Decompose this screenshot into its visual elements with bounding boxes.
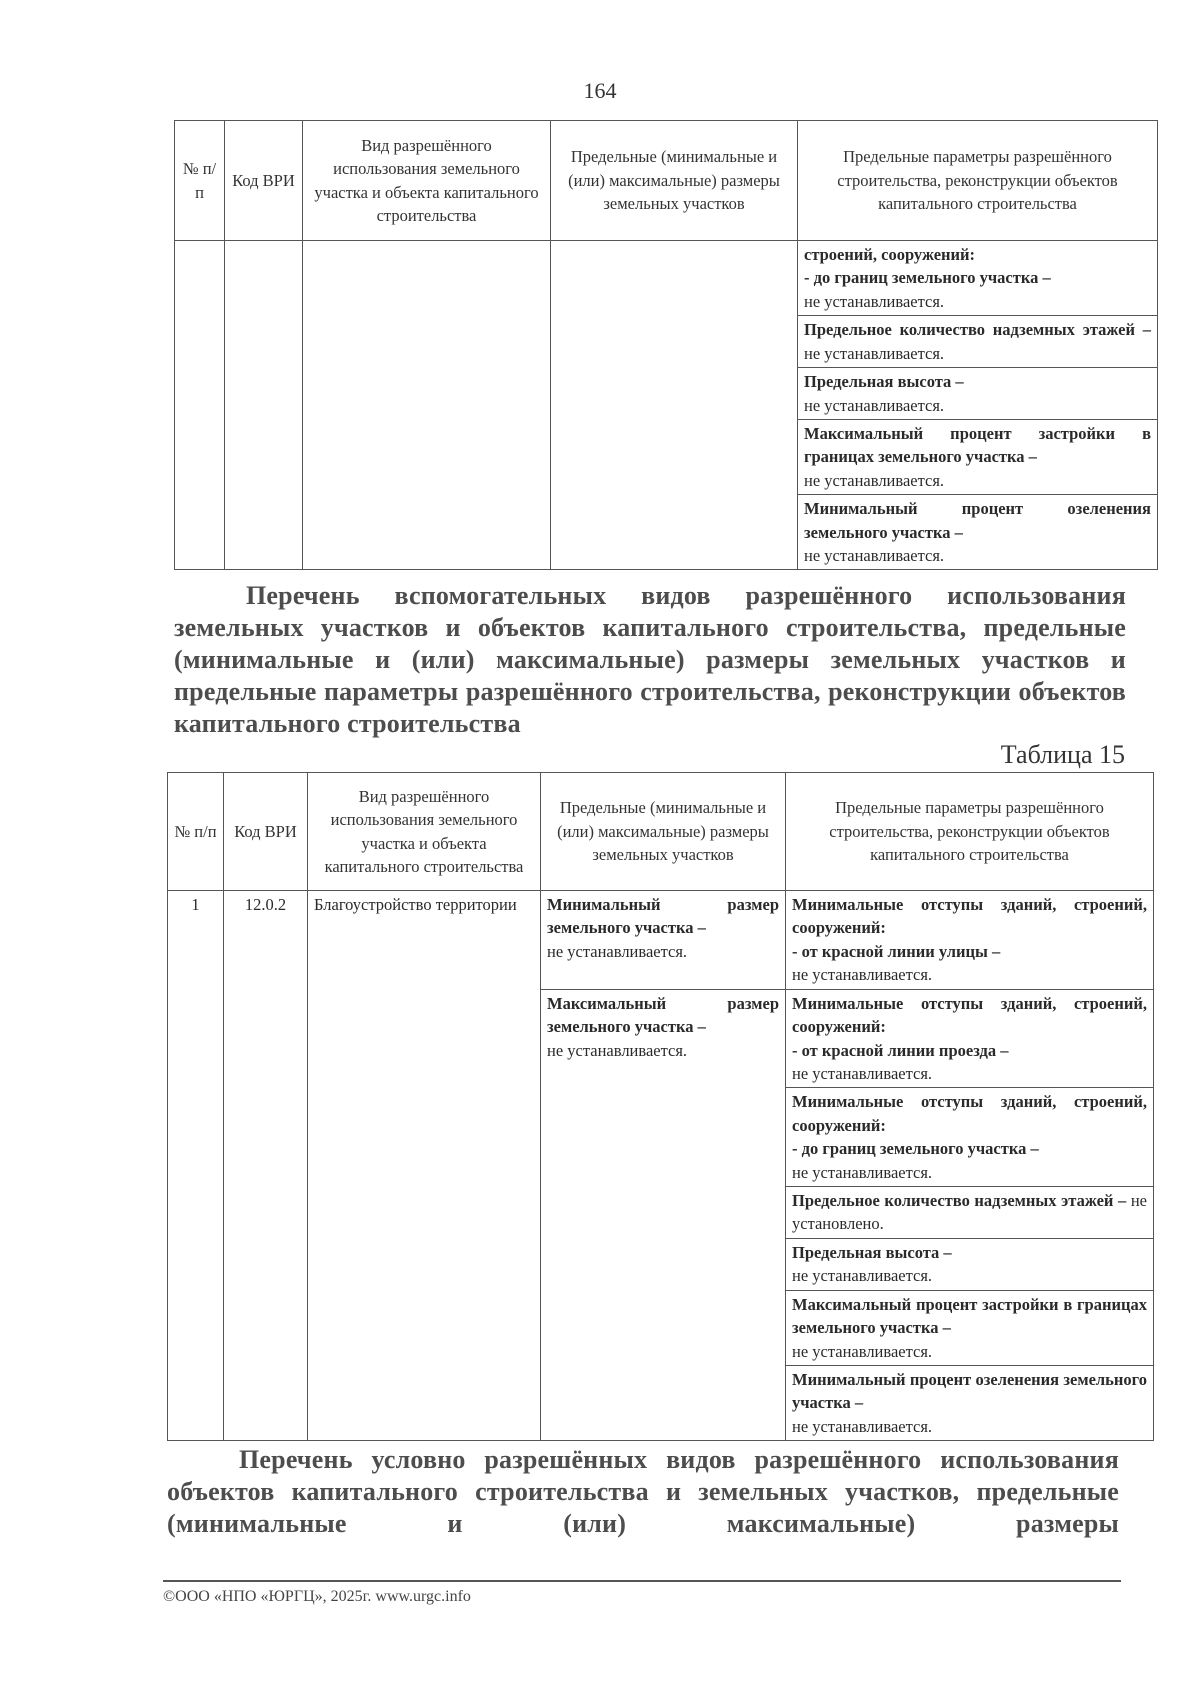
param-cell <box>798 316 1158 368</box>
cell-type <box>303 241 551 570</box>
size-rest: не устанавливается. <box>547 941 688 961</box>
cell-code <box>225 241 303 570</box>
footer-divider <box>163 1580 1121 1582</box>
param-mid: - от красной линии проезда – <box>792 1040 1009 1060</box>
param-bold: Предельное количество надземных этажей – <box>804 320 1151 340</box>
param-rest: не устанавливается. <box>804 291 945 311</box>
table-15 <box>167 772 1154 1441</box>
header-size: Предельные (минимальные и (или) максимальные) размеры земельных участков <box>541 773 786 891</box>
param-bold: Минимальные отступы зданий, строений, сооружений: <box>792 993 1147 1037</box>
size-cell <box>541 891 786 990</box>
param-cell <box>786 1187 1154 1239</box>
param-bold: Минимальные отступы зданий, строений, сооружений: <box>792 1092 1147 1135</box>
table-continued <box>174 120 1158 570</box>
header-type: Вид разрешённого использования земельного участка и объекта капитального строительства <box>308 773 541 891</box>
size-cell <box>541 989 786 1441</box>
page-number: 164 <box>583 78 617 103</box>
heading-auxiliary-uses: Перечень вспомогательных видов разрешённого использования земельных участков и объектов капитального строительства, предельные (минимальные и (или) максимальные) размеры земельных участков и предельные параметры разрешённого строительства, реконструкции объектов капитального строительства <box>174 581 1126 738</box>
cell-type: Благоустройство территории <box>308 891 541 1441</box>
param-cell <box>798 241 1158 316</box>
param-cell <box>798 368 1158 420</box>
size-rest: не устанавливается. <box>547 1040 688 1060</box>
cell-num <box>175 241 225 570</box>
header-code: Код ВРИ <box>225 121 303 241</box>
param-bold: строений, сооружений: <box>804 245 976 264</box>
param-rest: не устанавливается. <box>792 1341 933 1361</box>
header-params: Предельные параметры разрешённого строительства, реконструкции объектов капитального строительства <box>786 773 1154 891</box>
param-bold: Предельная высота – <box>792 1242 952 1262</box>
param-bold: Предельная высота – <box>804 372 964 392</box>
param-cell <box>786 1366 1154 1441</box>
param-rest: не устанавливается. <box>804 546 945 566</box>
param-bold: Предельное количество надземных этажей – <box>792 1191 1127 1211</box>
header-params: Предельные параметры разрешённого строительства, реконструкции объектов капитального строительства <box>798 121 1158 241</box>
param-rest: не устанавливается. <box>804 470 945 490</box>
param-rest: не устанавливается. <box>792 965 933 985</box>
param-mid: - от красной линии улицы – <box>792 941 1001 961</box>
header-num: № п/п <box>175 121 225 241</box>
footer-copyright: ©ООО «НПО «ЮРГЦ», 2025г. www.urgc.info <box>163 1588 471 1605</box>
param-cell <box>786 1088 1154 1187</box>
param-cell <box>786 1238 1154 1290</box>
param-rest: не устанавливается. <box>792 1266 933 1286</box>
param-bold: Минимальный процент озеленения земельного участка – <box>792 1370 1147 1413</box>
param-rest: не установлено. <box>792 1191 1147 1234</box>
header-size: Предельные (минимальные и (или) максимальные) размеры земельных участков <box>551 121 798 241</box>
heading-conditional-uses: Перечень условно разрешённых видов разрешённого использования объектов капитального строительства и земельных участков, предельные (минимальные и (или) максимальные) размеры <box>167 1445 1119 1538</box>
param-bold: Максимальный процент застройки в границах земельного участка – <box>792 1294 1147 1338</box>
header-type: Вид разрешённого использования земельного участка и объекта капитального строительства <box>303 121 551 241</box>
size-bold: Максимальный размер земельного участка – <box>547 993 779 1037</box>
param-cell <box>786 891 1154 990</box>
header-num: № п/п <box>168 773 224 891</box>
param-cell <box>786 1290 1154 1365</box>
table-header-row <box>168 773 1154 891</box>
table-row <box>175 241 1158 316</box>
param-cell <box>798 495 1158 570</box>
cell-code: 12.0.2 <box>224 891 308 1441</box>
table-label: Таблица 15 <box>1000 740 1125 769</box>
param-rest: не устанавливается. <box>792 1162 933 1182</box>
param-bold: Максимальный процент застройки в границах земельного участка – <box>804 423 1151 467</box>
table-row <box>168 891 1154 990</box>
param-rest: не устанавливается. <box>804 343 945 363</box>
param-bold: Минимальные отступы зданий, строений, сооружений: <box>792 895 1147 938</box>
param-cell <box>786 989 1154 1088</box>
table-header-row <box>175 121 1158 241</box>
param-cell <box>798 419 1158 494</box>
header-code: Код ВРИ <box>224 773 308 891</box>
param-mid: - до границ земельного участка – <box>792 1139 1039 1159</box>
size-bold: Минимальный размер земельного участка – <box>547 895 779 938</box>
cell-num: 1 <box>168 891 224 1441</box>
param-rest: не устанавливается. <box>792 1063 933 1083</box>
param-mid: - до границ земельного участка – <box>804 268 1051 288</box>
param-bold: Минимальный процент озеленения земельного участка – <box>804 499 1151 542</box>
cell-size <box>551 241 798 570</box>
param-rest: не устанавливается. <box>804 395 945 415</box>
param-rest: не устанавливается. <box>792 1416 933 1436</box>
